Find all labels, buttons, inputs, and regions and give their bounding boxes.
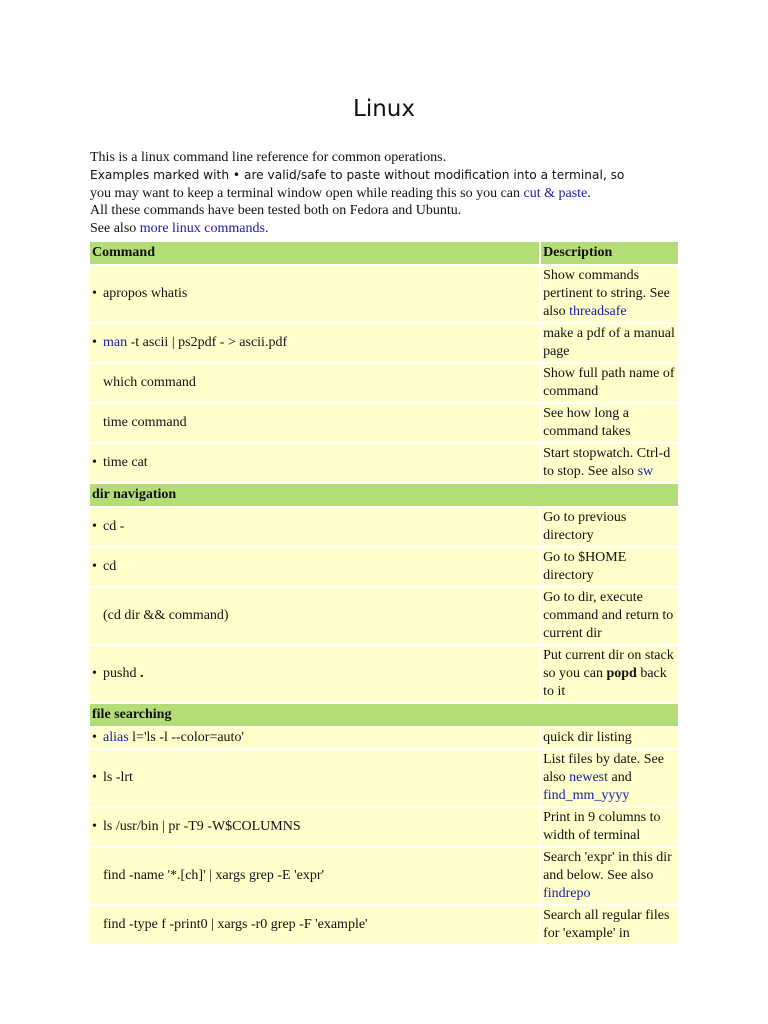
- description-cell: Show full path name of command: [541, 364, 678, 402]
- table-row: [90, 364, 678, 402]
- description-cell: Go to $HOME directory: [541, 548, 678, 586]
- command-cell: time command: [90, 404, 539, 442]
- threadsafe-link[interactable]: threadsafe: [569, 304, 627, 319]
- section-title-file-searching: file searching: [90, 704, 678, 726]
- command-cell: • alias l='ls -l --color=auto': [90, 728, 539, 748]
- table-row: [90, 906, 678, 944]
- table-row: [90, 508, 678, 546]
- description-column-header: Description: [541, 242, 678, 264]
- section-header-row: [90, 704, 678, 726]
- intro-line: This is a linux command line reference for common operations.: [90, 150, 447, 165]
- cut-paste-link[interactable]: cut & paste: [523, 185, 588, 201]
- bullet-icon: •: [92, 519, 97, 534]
- table-row: [90, 808, 678, 846]
- command-cell: • pushd .: [90, 646, 539, 702]
- table-row: [90, 444, 678, 482]
- description-cell: Show commands pertinent to string. See also threadsafe: [541, 266, 678, 322]
- description-cell: Put current dir on stack so you can popd back to it: [541, 646, 678, 702]
- description-cell: Search all regular files for 'example' in: [541, 906, 678, 944]
- bullet-icon: •: [92, 455, 97, 470]
- description-cell: List files by date. See also newest and find_mm_yyyy: [541, 750, 678, 806]
- command-column-header: Command: [90, 242, 539, 264]
- command-cell: • apropos whatis: [90, 266, 539, 322]
- alias-link[interactable]: alias: [103, 730, 129, 745]
- findrepo-link[interactable]: findrepo: [543, 886, 591, 901]
- more-linux-commands-link[interactable]: more linux commands: [139, 221, 265, 237]
- description-cell: Go to previous directory: [541, 508, 678, 546]
- intro-text: [90, 149, 690, 238]
- description-cell: Start stopwatch. Ctrl-d to stop. See also sw: [541, 444, 678, 482]
- description-cell: Go to dir, execute command and return to current dir: [541, 588, 678, 644]
- description-cell: Print in 9 columns to width of terminal: [541, 808, 678, 846]
- intro-line: Examples marked with • are valid/safe to paste without modification into a terminal, so: [90, 167, 625, 182]
- intro-line: All these commands have been tested both on Fedora and Ubuntu.: [90, 203, 462, 219]
- intro-line: See also more linux commands.: [90, 221, 269, 237]
- description-cell: See how long a command takes: [541, 404, 678, 442]
- bullet-icon: •: [92, 730, 97, 745]
- table-row: [90, 266, 678, 322]
- table-row: [90, 548, 678, 586]
- table-row: [90, 324, 678, 362]
- description-cell: make a pdf of a manual page: [541, 324, 678, 362]
- bullet-icon: •: [92, 335, 97, 350]
- command-cell: • man -t ascii | ps2pdf - > ascii.pdf: [90, 324, 539, 362]
- section-title-dir-navigation: dir navigation: [90, 484, 678, 506]
- bullet-icon: •: [92, 770, 97, 785]
- page-title: Linux: [353, 96, 415, 122]
- command-cell: • ls /usr/bin | pr -T9 -W$COLUMNS: [90, 808, 539, 846]
- bullet-icon: •: [92, 559, 97, 574]
- bullet-icon: •: [92, 819, 97, 834]
- find-mm-yyyy-link[interactable]: find_mm_yyyy: [543, 788, 630, 803]
- command-cell: (cd dir && command): [90, 588, 539, 644]
- table-row: [90, 646, 678, 702]
- intro-line: you may want to keep a terminal window open while reading this so you can cut & paste.: [90, 185, 591, 201]
- section-header-row: [90, 484, 678, 506]
- bullet-icon: •: [92, 666, 97, 681]
- bullet-icon: •: [92, 286, 97, 301]
- command-cell: • time cat: [90, 444, 539, 482]
- table-row: [90, 588, 678, 644]
- description-cell: quick dir listing: [541, 728, 678, 748]
- command-cell: which command: [90, 364, 539, 402]
- command-cell: find -name '*.[ch]' | xargs grep -E 'expr': [90, 848, 539, 904]
- man-link[interactable]: man: [103, 335, 128, 350]
- command-table: [88, 240, 680, 946]
- newest-link[interactable]: newest: [569, 770, 609, 785]
- description-cell: Search 'expr' in this dir and below. See also findrepo: [541, 848, 678, 904]
- table-row: [90, 750, 678, 806]
- table-row: [90, 728, 678, 748]
- table-row: [90, 404, 678, 442]
- command-cell: find -type f -print0 | xargs -r0 grep -F 'example': [90, 906, 539, 944]
- command-cell: • cd -: [90, 508, 539, 546]
- table-row: [90, 848, 678, 904]
- table-header-row: [90, 242, 678, 264]
- command-cell: • ls -lrt: [90, 750, 539, 806]
- sw-link[interactable]: sw: [637, 464, 654, 479]
- command-cell: • cd: [90, 548, 539, 586]
